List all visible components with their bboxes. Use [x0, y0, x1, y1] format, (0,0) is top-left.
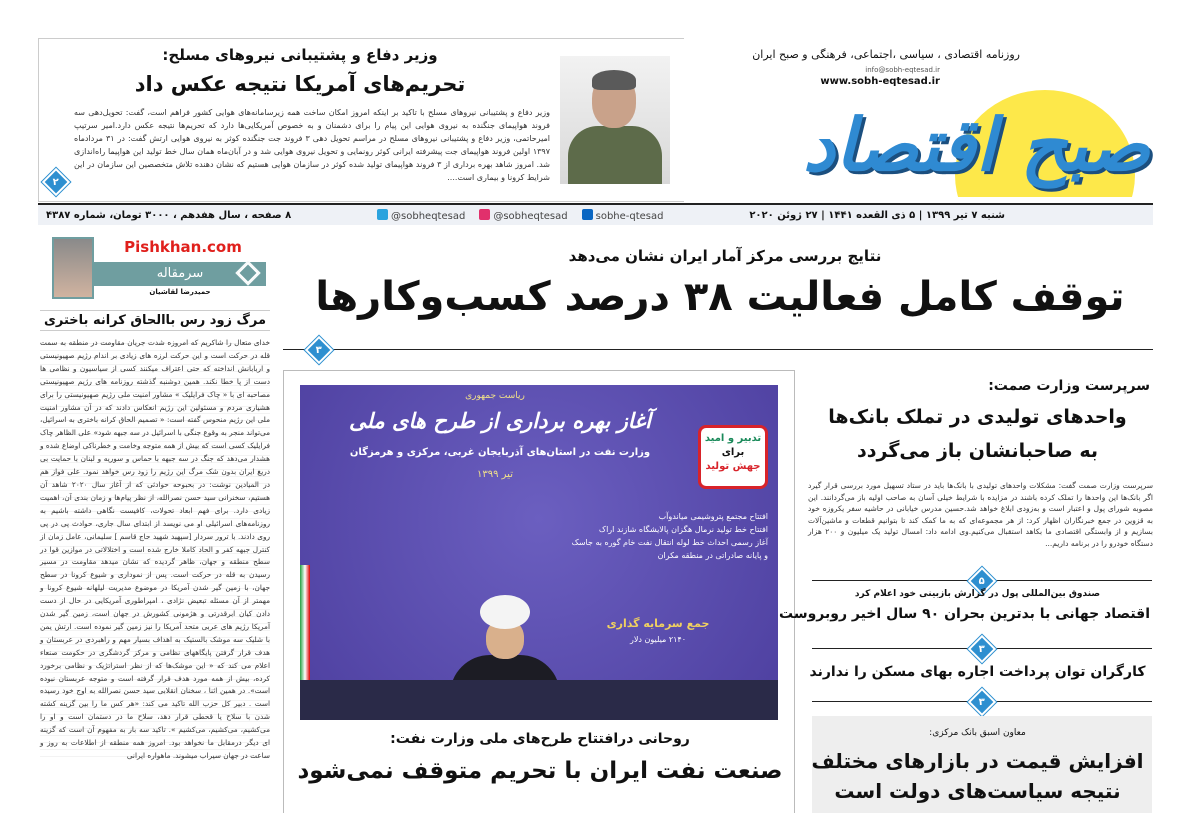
newspaper-logo[interactable]: صبح اقتصاد [803, 103, 1150, 187]
short-story-headline[interactable]: اقتصاد جهانی با بدترین بحران ۹۰ سال اخیر روبروست [779, 606, 1150, 622]
editorial-author: حمیدرضا لقاشیان [149, 288, 211, 296]
photo-story-headline[interactable]: صنعت نفت ایران با تحریم متوقف نمی‌شود [297, 758, 783, 784]
top-story-headline[interactable]: تحریم‌های آمریکا نتیجه عکس داد [134, 72, 466, 96]
telegram-icon [377, 209, 388, 220]
telegram-link[interactable]: @sobheqtesad [377, 209, 465, 222]
minister-photo [560, 56, 670, 184]
lead-headline[interactable]: توقف کامل فعالیت ۳۸ درصد کسب‌و‌کار‌ها [315, 274, 1125, 320]
banner-date: تیر ۱۳۹۹ [477, 469, 513, 480]
info-bar [38, 203, 1153, 225]
banner-subtitle: وزارت نفت در استان‌های آذربایجان غربی، مرکزی و هرمزگان [349, 447, 651, 458]
photo-story-kicker: روحانی درافتتاح طرح‌های ملی وزارت نفت: [390, 731, 690, 747]
tagline: روزنامه اقتصادی ، سیاسی ،اجتماعی، فرهنگی و صبح ایران [752, 48, 1020, 61]
website[interactable]: www.sobh-eqtesad.ir [820, 76, 940, 87]
desk [300, 680, 778, 720]
divider [283, 349, 1153, 350]
boxed-story-kicker: معاون اسبق بانک مرکزی: [929, 728, 1026, 738]
right-story-body: سرپرست وزارت صمت گفت: مشکلات واحدهای تولیدی با بانک‌ها باید در ستاد تسهیل مورد بررسی قرار گیرد اگر بانک‌ها این واحدها را تملک کرده باشند در مزایده با شرایط خیلی آسان به صاحب اولیه باز می‌گردانند. این مصوبه شورای پول و اعتبار است و به‌زودی ابلاغ خواهد شد.حسین مدرس خیابانی در حاشیه سفر یکروزه خود به قزوین در جمع خبرنگاران اظهار کرد: از هر مجموعه‌ای که به ما کمک کند تا بتوانیم قطعات و ماشین‌آلات بسازیم و از وابستگی اقتصادی ما بکاهد استقبال می‌کنیم.وی ادامه داد: امسال تولید یک میلیون و ۲۰۰ هزار دستگاه خودرو را در برنامه داریم... [808, 481, 1154, 548]
banner-title: آغاز بهره برداری از طرح های ملی [349, 409, 651, 433]
instagram-link[interactable]: @sobheqtesad [479, 209, 567, 222]
short-story-kicker: صندوق بین‌المللی پول در گزارش بازبینی خود اعلام کرد [854, 589, 1101, 599]
editorial-body: خدای متعال را شاکریم که امروزه شدت جریان مقاومت در منطقه به سمت قله در حرکت است و این حرکت لرزه های زیادی بر اندام رژیم صهیونیستی و اربابانش انداخته که حتی اعتراف میکنند کسی از سیاسیون و نظامی ها دست از پا خطا نکند. همین دوشنبه گذشته روزنامه های رژیم صهیونیستی مصاحبه ای با « چاک فرایلیک » مشاور امنیت ملی رژیم صهیونیستی را برای هشیاری مردم و مسئولین این رژیم انعکاس دادند که در آن مشاور امنیت ملی این رژیم منحوس گفته است: « تصمیم الحاق کرانه باختری به اسرائیل، می‌تواند منجر به وقوع جنگی با اسرائیل در سه جبهه شود» علی الظاهر چاک فرایلیک کسی است که بیش از همه متوجه وخامت و خطرناکی اوضاع شده و هشدار می‌دهد که جنگ در سه جبهه با حماس و سوریه و لبنان با حمایت بی دریغ ایران بدون شک مرگ این رژیم را زود رس خواهد نمود. علی فواز هم در المیادین نوشت: در بحبوحه حوادثی که از آغاز سال ۲۰۲۰ شاهد آن هستیم، سخنرانی سید حسن نصرالله، از نظر پیام‌ها و زمان بندی آن، اهمیت زیادی دارد. برای فهم ابعاد تحولات، کافیست نگاهی داشته باشیم به روزنامه‌های اسرائیلی او می نویسد از ابتدای سال جاری، حوادث پی در پی روی دادند. با ترور سردار [سپهبد شهید حاج قاسم ] سلیمانی، عامل زمان از کنترل جبهه کفر و الحاد کاملا خارج شده است و اختلالاتی در موازین قوا در سطح منطقه و جهان، ظاهر گردیده که نشان میدهد مقاومت در مسیر رسیدن به قله در حرکت است. پس از نموداری و شیوع کرونا در سطح جهان، با زمین گیر شدن آمریکا در موضوع مدیریت لیلهانه شیوع کرونا و مهمتر از آن مسئله تبعیض نژادی ، امپراطوری آمریکایی در حال از دست دادن کیان ابرقدرتی و هژمونی کشورش در جهان است، زمین گیر شدن آمریکا رژیم های عربی متحد آمریکا را نیز زمین گیر نموده است. ارتش یمن با شلیک سه موشک بالستیک به اهداف بسیار مهم و راهبردی در عربستان و هدف قرار گرفتن پایگاههای نظامی و مرکز گردشگری در حکومت صنعاء اعلام می کند که « این موشک‌ها که از نظر استراتژیک و نظامی برخورد کرده، بیش از همه مورد هدف قرار گرفته است و متوجه عربستان نبوده است». در همین اثنا ، سخنان انقلابی سید حسن نصرالله به اوج خود رسیده است . دبیر کل حزب الله تاکید می کند: «هر کس ما را بین گزینه کشته شدن با سلاح یا قحطی قرار دهد، سلاح ما در دستمان است و او را می‌کشیم، می‌کشیم، می‌کشیم ». تاکید سه بار به مفهوم آن است که گزینه ای دیگر درمقابل ما نخواهد بود. امروز همه منطقه از اطلاعات به روز و ساعت در جهان سیراب میشوند. ماهواره ایرانی [40, 337, 270, 763]
page-ref-badge[interactable]: ۵ [968, 567, 996, 595]
issue-info: ۸ صفحه ، سال هفدهم ، ۳۰۰۰ تومان، شماره ۴۳۸۷ [46, 209, 292, 221]
watermark: Pishkhan.com [124, 238, 242, 256]
banner-small-text: ریاست جمهوری [465, 391, 525, 401]
page-ref-badge[interactable]: ۳ [305, 336, 333, 364]
banner-list: افتتاح مجتمع پتروشیمی میاندوآب افتتاح خط تولید نرمال هگزان پالایشگاه شازند اراک آغاز رسمی احداث خط لوله انتقال نفت خام گوره به جاسک و پایانه صادراتی در منطقه مکران [571, 512, 768, 560]
short-story-headline[interactable]: کارگران توان پرداخت اجاره بهای مسکن را ندارند [809, 664, 1146, 680]
email[interactable]: info@sobh-eqtesad.ir [865, 66, 940, 74]
investment-value: ۲۱۴۰ میلیون دلار [629, 635, 687, 644]
author-photo [52, 237, 94, 299]
linkedin-link[interactable]: sobhe-qtesad [582, 209, 664, 222]
boxed-story-headline[interactable]: افزایش قیمت در بازارهای مختلف نتیجه سیاست‌های دولت است [811, 749, 1144, 803]
social-links [377, 209, 663, 222]
slogan-badge: تدبیر و امید برای جهش تولید [698, 425, 768, 489]
right-story-headline[interactable]: واحدهای تولیدی در تملک بانک‌ها به صاحبانشان باز می‌گردد [828, 406, 1127, 462]
lead-kicker: نتایج بررسی مرکز آمار ایران نشان می‌دهد [568, 247, 882, 265]
top-story-kicker: وزیر دفاع و پشتیبانی نیروهای مسلح: [162, 46, 438, 64]
rouhani-photo [300, 385, 778, 720]
top-story-body: وزیر دفاع و پشتیبانی نیروهای مسلح با تاکید بر اینکه امروز امکان ساخت همه زیرسامانه‌های هوایی کشور فراهم است، گفت: تحویل‌دهی سه فروند هواپیمای جنگنده به نیروی هوایی این پیام را برای دشمنان و به خصوص آمریکایی‌ها دارد که تحریم‌ها نتیجه عکس دارد.امیر سرتیپ امیرحاتمی، وزیر دفاع و پشتیبانی نیروهای مسلح در مراسم تحویل دهی ۳ فروند جت جنگنده کوثر به نیروی هوایی ارتش گفت: در ۳۱ مردادماه ۱۳۹۷ اولین فروند هواپیمای جت پیشرفته ایرانی کوثر رونمایی و تحویل نیروی هوایی شد و در آبان‌ماه همان سال خط تولید این هواپیما راه‌اندازی شد. امروز شاهد بهره برداری از ۳ فروند هواپیمای تولید شده کوثر در سازمان هوایی هستیم که نشان دهنده تلاش متخصصین این سازمان در این شرایط کرونا و بیماری است.... [74, 108, 550, 182]
page-ref-badge[interactable]: ۳ [968, 688, 996, 716]
instagram-icon [479, 209, 490, 220]
editorial-title[interactable]: مرگ زود رس باالحاق کرانه باختری [40, 310, 270, 331]
editorial-section-label: سرمقاله [94, 262, 266, 286]
issue-date: شنبه ۷ تیر ۱۳۹۹ | ۵ ذی القعده ۱۴۴۱ | ۲۷ ژوئن ۲۰۲۰ [749, 209, 1005, 221]
page-ref-badge[interactable]: ۳ [968, 635, 996, 663]
linkedin-icon [582, 209, 593, 220]
right-story-kicker: سرپرست وزارت صمت: [988, 378, 1150, 394]
investment-label: جمع سرمایه گذاری [606, 617, 710, 630]
page-ref-badge[interactable]: ۲ [42, 168, 70, 196]
